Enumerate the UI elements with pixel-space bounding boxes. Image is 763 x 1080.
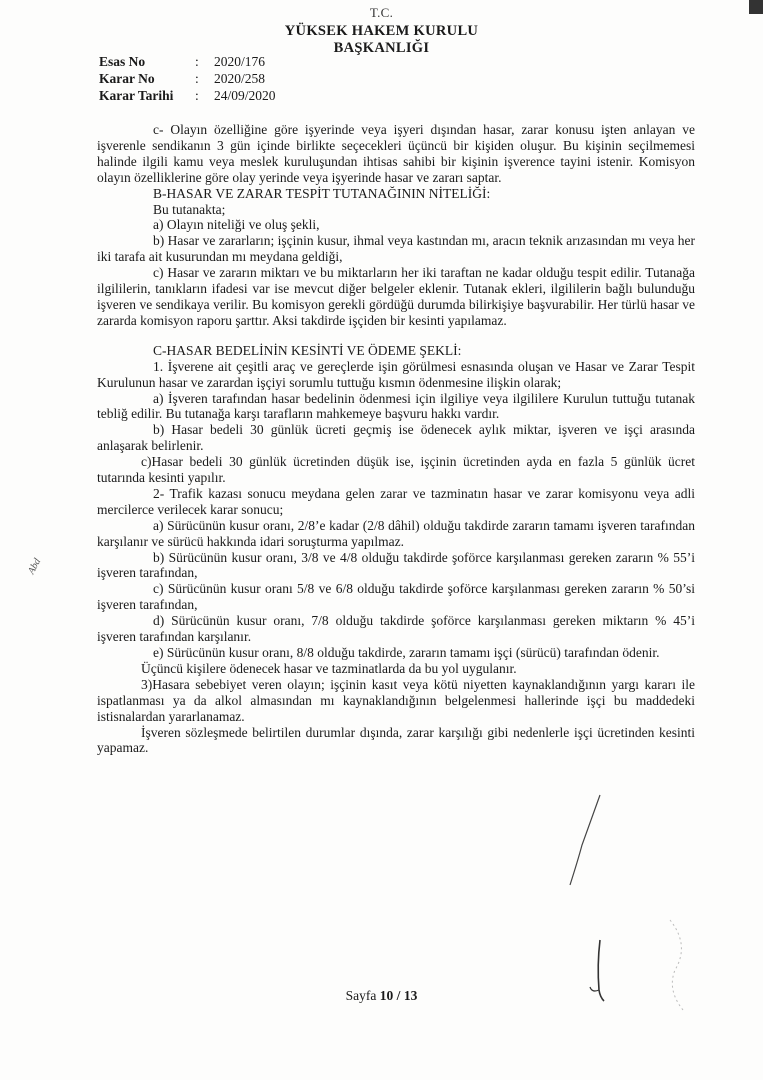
paragraph-c-3: 3)Hasara sebebiyet veren olayın; işçinin kasıt veya kötü niyetten kaynaklandığının yargı kararı ile ispatlanması ya da alkol almasından mı kaynaklandığının belgelenmesi hallerinde işçi bu maddedeki istisnalardan yararlanamaz. [97,676,695,724]
tarih-label: Karar Tarihi [99,87,174,103]
case-metadata [99,54,276,104]
footer-separator: / [396,988,401,1003]
section-heading-b: B-HASAR VE ZARAR TESPİT TUTANAĞININ NİTELİĞİ: [153,185,491,201]
paragraph-c-2-c: c) Sürücünün kusur oranı 5/8 ve 6/8 olduğu takdirde şoförce karşılanması gereken zararın % 50’si işveren tarafından, [97,581,695,613]
paragraph-b-b: b) Hasar ve zararların; işçinin kusur, ihmal veya kastından mı, aracın teknik arızasından mı veya her iki tarafa ait kusurundan mı meydana geldiği, [97,233,695,265]
esas-sep: : [195,54,199,69]
paragraph-c-2-a: a) Sürücünün kusur oranı, 2/8’e kadar (2/8 dâhil) olduğu takdirde zararın tamamı işveren tarafından karşılanır ve sürücü hakkında idari soruşturma yapılmaz. [97,517,695,549]
paragraph-c-2-d: d) Sürücünün kusur oranı, 7/8 olduğu takdirde şoförce karşılanması gereken miktarın % 45’i işveren tarafından karşılanır. [97,613,695,645]
paragraph-c-1-a: a) İşveren tarafından hasar bedelinin ödenmesi için ilgiliye veya ilgililere Kurulun tuttuğu tutanak tebliğ edilir. Bu tutanağa karşı tarafların mahkemeye başvuru hakkı vardır. [97,390,695,422]
footer-page-number: 10 [379,988,394,1003]
tarih-value: 24/09/2020 [214,87,276,103]
tarih-row [99,88,276,105]
header-tc: T.C. [369,5,394,20]
esas-label: Esas No [99,54,146,69]
signature-stroke-icon [560,790,610,890]
paragraph-c-1-b: b) Hasar bedeli 30 günlük ücreti geçmiş ise ödenecek aylık miktar, işveren ve işçi arasında anlaşarak belirlenir. [97,422,695,454]
esas-row [99,54,276,71]
header-institution: YÜKSEK HAKEM KURULU [284,23,479,39]
paragraph-c-2-b: b) Sürücünün kusur oranı, 3/8 ve 4/8 olduğu takdirde şoförce karşılanması gereken zararın % 55’i işveren tarafından, [97,549,695,581]
footer-page-total: 13 [403,988,418,1003]
paragraph-c-2: 2- Trafik kazası sonucu meydana gelen zarar ve tazminatın hasar ve zarar komisyonu veya adli mercilerce verilecek karar sonucu; [97,485,695,517]
paragraph-b-c: c) Hasar ve zararın miktarı ve bu miktarların her iki taraftan ne kadar olduğu tespit edilir. Tutanağa ilgililerin, tanıkların ifadesi var ise mevcut diğer belgeler eklenir. Tutanak ekleri, ilgililerin bağlı bulunduğu işveren ve sendikaya verilir. Bu komisyon gerekli gördüğü durumda bilirkişiye başvurabilir. Her türlü hasar ve zararda komisyon raporu şarttır. Aksi takdirde işçiden bir kesinti yapılamaz. [97,265,695,328]
paragraph-b-intro: Bu tutanakta; [153,201,226,217]
scan-corner-mark [749,0,763,14]
paragraph-c-2-e: e) Sürücünün kusur oranı, 8/8 olduğu takdirde, zararın tamamı işçi (sürücü) tarafından ödenir. [153,645,660,660]
document-body [97,122,695,756]
paragraph-c-commission: c- Olayın özelliğine göre işyerinde veya işyeri dışından hasar, zarar konusu işten anlayan ve işverenle sendikanın 3 gün içinde birlikte seçecekleri üçüncü bir kişiden oluşur. Bu kişinin seçilmemesi halinde ilgili kamu veya meslek kuruluşundan ihtisas sahibi bir kişinin işverence tayini istenir. Komisyon olayın özelliklerine göre olay yerinde veya işyerinde hasar ve zararı saptar. [97,122,695,185]
section-heading-c: C-HASAR BEDELİNİN KESİNTİ VE ÖDEME ŞEKLİ: [153,342,462,358]
esas-value: 2020/176 [214,54,266,69]
paragraph-c-1-c: c)Hasar bedeli 30 günlük ücretinden düşük ise, işçinin ücretinden ayda en fazla 5 günlük ücret tutarında kesinti yapılır. [97,454,695,486]
footer-prefix: Sayfa [345,988,377,1003]
karar-value: 2020/258 [214,70,266,86]
page-footer [0,988,763,1004]
karar-row [99,71,276,88]
paragraph-c-1: 1. İşverene ait çeşitli araç ve gereçlerde işin görülmesi esnasında oluşan ve Hasar ve Zarar Tespit Kurulunun hasar ve zarardan işçiyi sorumlu tuttuğu kısmın ödenmesine ilişkin olarak; [97,358,695,390]
margin-handwritten-note: Abd [26,556,44,577]
karar-sep: : [195,70,199,86]
header-presidency: BAŞKANLIĞI [333,40,430,56]
karar-label: Karar No [99,70,155,86]
paragraph-c-2-f: Üçüncü kişilere ödenecek hasar ve tazminatlarda da bu yol uygulanır. [141,660,517,676]
paragraph-c-4: İşveren sözleşmede belirtilen durumlar dışında, zarar karşılığı gibi nedenlerle işçi ücretinden kesinti yapamaz. [97,724,695,756]
paragraph-b-a: a) Olayın niteliği ve oluş şekli, [153,217,320,233]
tarih-sep: : [195,87,199,103]
